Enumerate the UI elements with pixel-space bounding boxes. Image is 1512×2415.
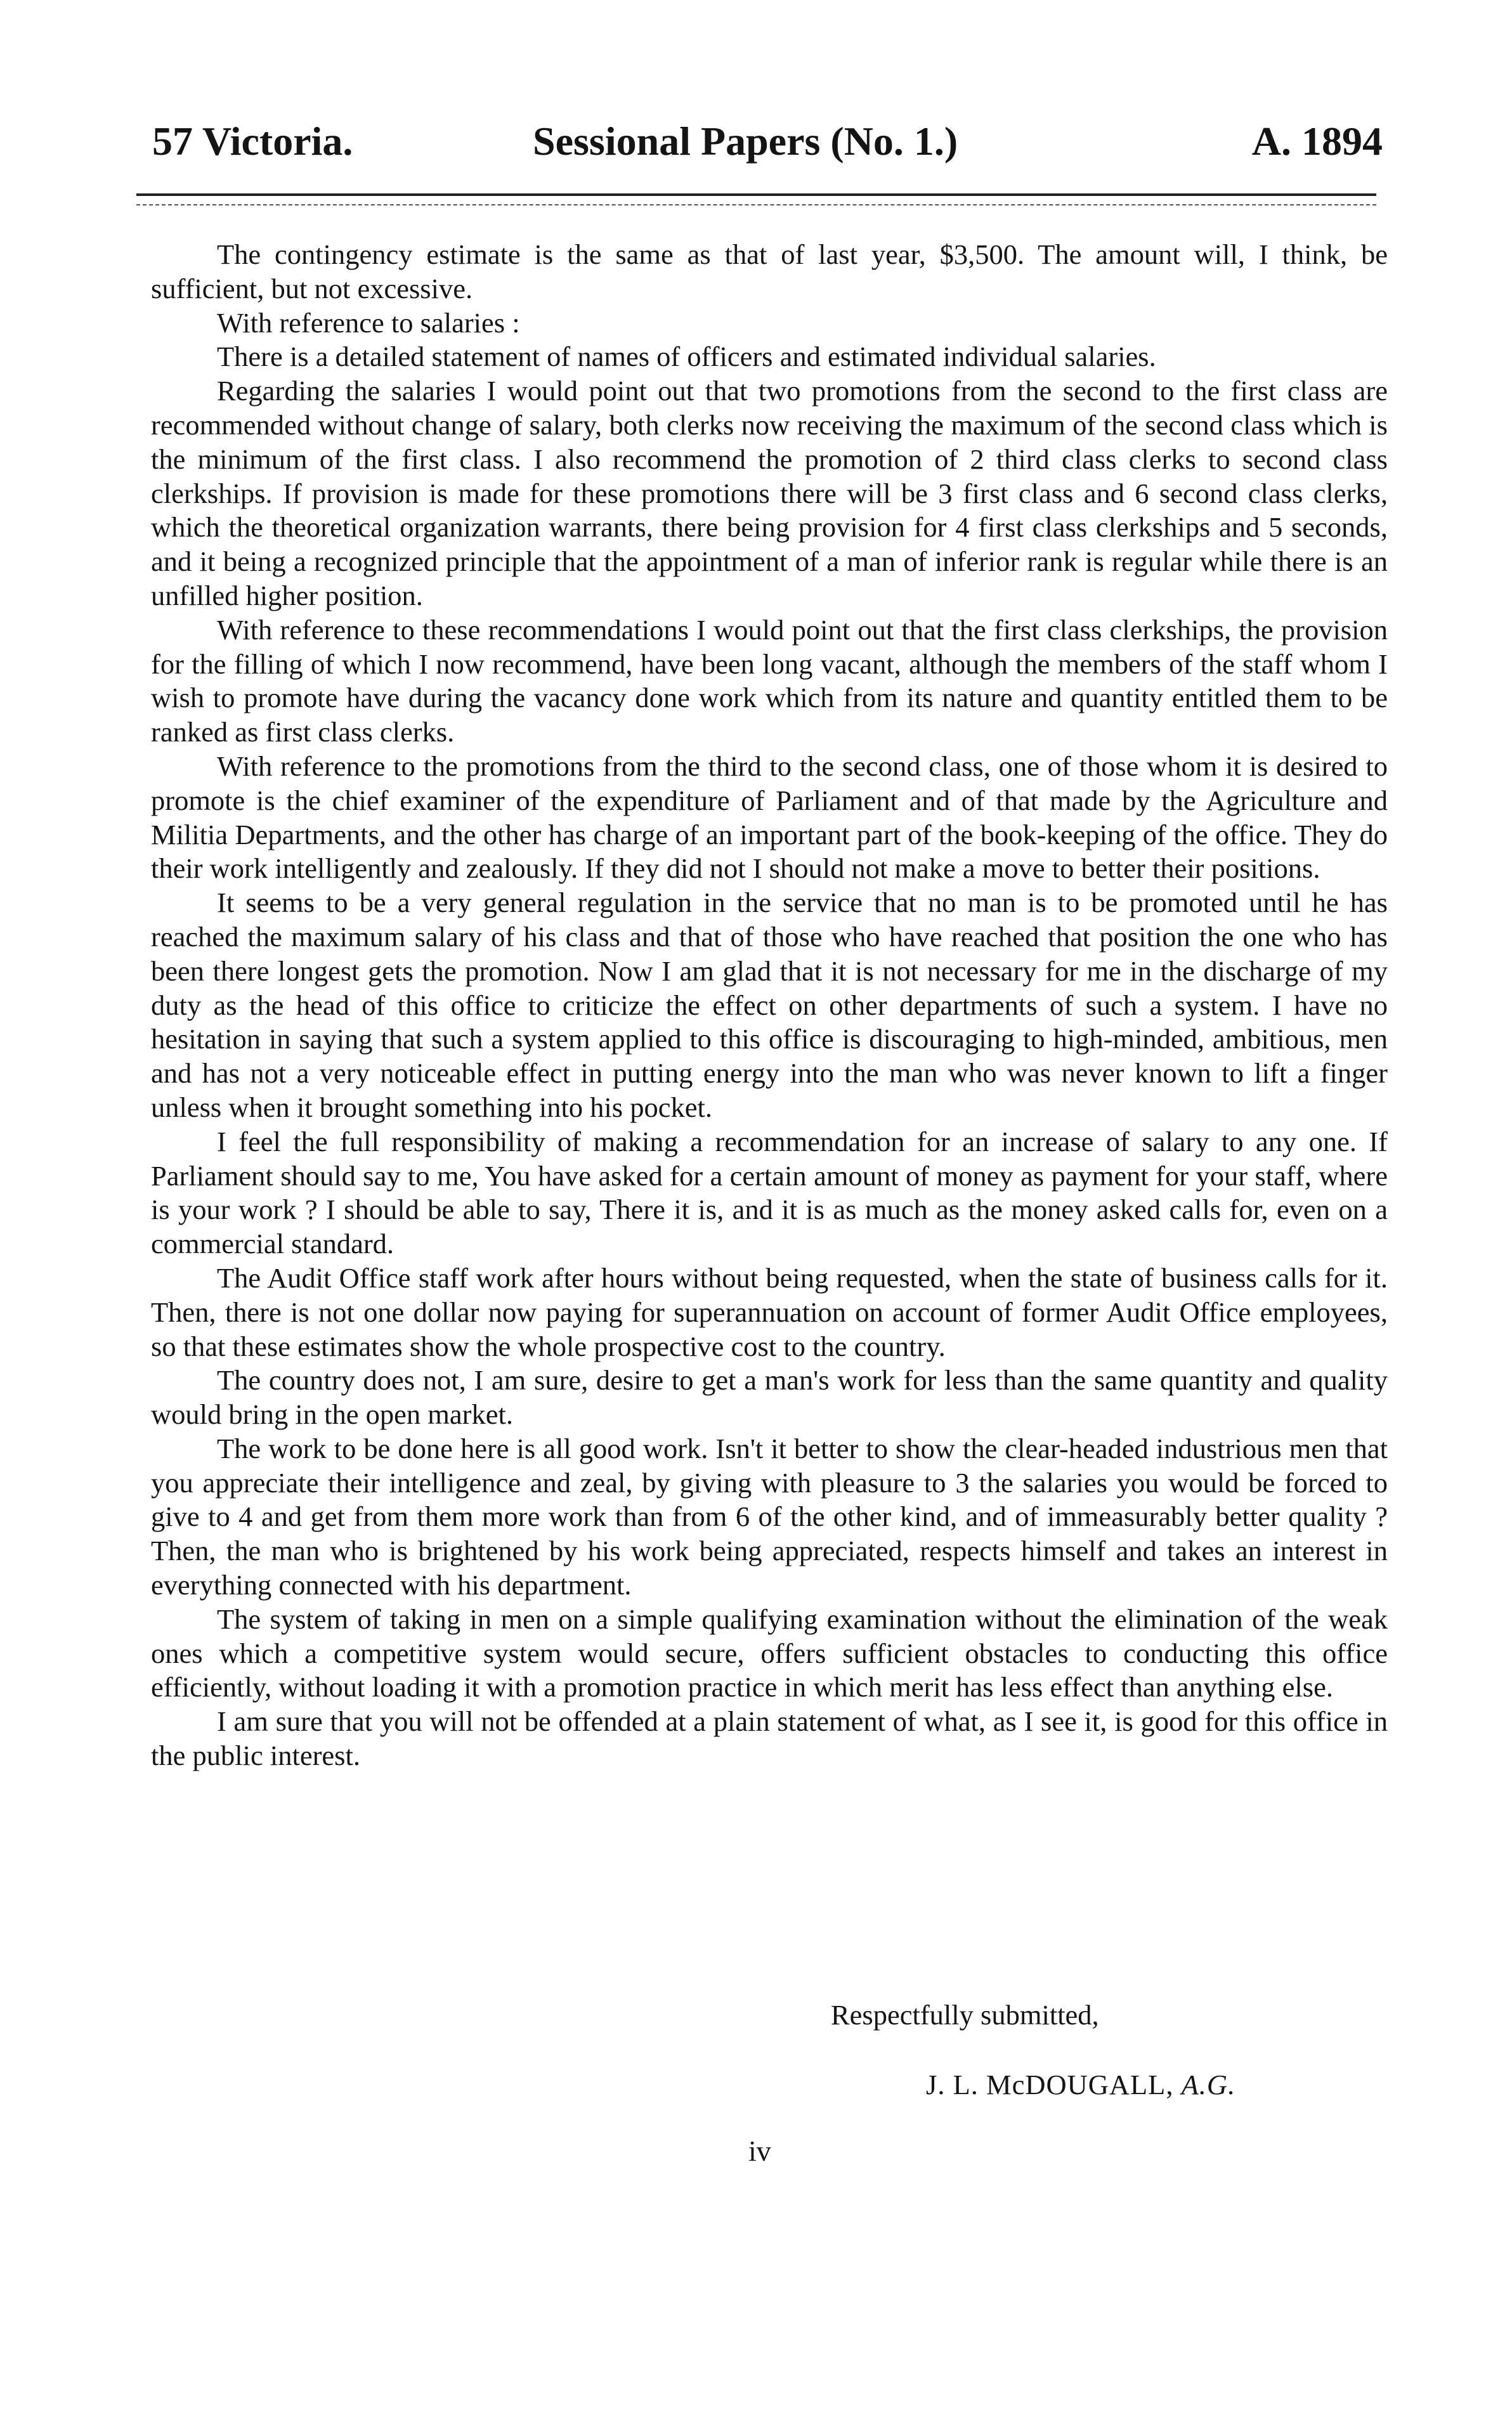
- paragraph: It seems to be a very general regulation in the service that no man is to be promoted until he has reached the maximum salary of his class and that of those who have reached that position the one who has been there longest gets the promotion. Now I am glad that it is not necessary for me in the discharge of my duty as the head of this office to criticize the effect on other departments of such a system. I have no hesitation in saying that such a system applied to this office is discouraging to high-minded, ambitious, men and has not a very noticeable effect in putting energy into the man who was never known to lift a finger unless when it brought something into his pocket.: [151, 887, 1388, 1123]
- header-volume: 57 Victoria.: [152, 119, 353, 164]
- paragraph: With reference to the promotions from the third to the second class, one of those whom it is desired to promote is the chief examiner of the expenditure of Parliament and of that made by the Agriculture and Militia Departments, and the other has charge of an important part of the book-keeping of the office. They do their work intelligently and zealously. If they did not I should not make a move to better their positions.: [151, 750, 1388, 885]
- paragraph: Regarding the salaries I would point out that two promotions from the second to the first class are recommended without change of salary, both clerks now receiving the maximum of the second class which is the minimum of the first class. I also recommend the promotion of 2 third class clerks to second class clerkships. If provision is made for these promotions there will be 3 first class and 6 second class clerks, which the theoretical organization warrants, there being provision for 4 first class clerkships and 5 seconds, and it being a recognized principle that the appointment of a man of inferior rank is regular while there is an unfilled higher position.: [151, 375, 1388, 611]
- header-title: Sessional Papers (No. 1.): [533, 119, 958, 164]
- paragraph: With reference to salaries :: [217, 306, 520, 339]
- paragraph: The system of taking in men on a simple qualifying examination without the elimination of the weak ones which a competitive system would secure, offers sufficient obstacles to conducting this office efficiently, without loading it with a promotion practice in which merit has less effect than anything else.: [151, 1603, 1388, 1703]
- paragraph: The work to be done here is all good work. Isn't it better to show the clear-headed industrious men that you appreciate their intelligence and zeal, by giving with pleasure to 3 the salaries you would be forced to give to 4 and get from them more work than from 6 of the other kind, and of immeasurably better quality ? Then, the man who is brightened by his work being appreciated, respects himself and takes an interest in everything connected with his department.: [151, 1432, 1388, 1601]
- report-body: [151, 238, 1388, 1773]
- running-header: [152, 107, 1383, 176]
- header-rule-secondary: [136, 204, 1376, 205]
- paragraph: I am sure that you will not be offended at a plain statement of what, as I see it, is good for this office in the public interest.: [151, 1705, 1388, 1772]
- paragraph: The country does not, I am sure, desire to get a man's work for less than the same quantity and quality would bring in the open market.: [151, 1364, 1388, 1431]
- header-rule: [136, 193, 1376, 196]
- closing-line: Respectfully submitted,: [831, 1999, 1099, 2031]
- header-year: A. 1894: [1251, 119, 1383, 164]
- signature-title: A.G.: [1181, 2069, 1236, 2100]
- signature: [926, 2067, 1235, 2102]
- page-number: iv: [748, 2135, 771, 2167]
- paragraph: The contingency estimate is the same as that of last year, $3,500. The amount will, I think, be sufficient, but not excessive.: [151, 238, 1388, 304]
- paragraph: I feel the full responsibility of making a recommendation for an increase of salary to any one. If Parliament should say to me, You have asked for a certain amount of money as payment for your staff, where is your work ? I should be able to say, There it is, and it is as much as the money asked calls for, even on a commercial standard.: [151, 1125, 1388, 1260]
- paragraph: With reference to these recommendations I would point out that the first class clerkships, the provision for the filling of which I now recommend, have been long vacant, although the members of the staff whom I wish to promote have during the vacancy done work which from its nature and quantity entitled them to be ranked as first class clerks.: [151, 613, 1388, 748]
- paragraph: There is a detailed statement of names of officers and estimated individual salaries.: [217, 341, 1156, 373]
- signature-name: J. L. McDOUGALL,: [926, 2069, 1174, 2100]
- paragraph: The Audit Office staff work after hours without being requested, when the state of business calls for it. Then, there is not one dollar now paying for superannuation on account of former Audit Office employees, so that these estimates show the whole prospective cost to the country.: [151, 1261, 1388, 1362]
